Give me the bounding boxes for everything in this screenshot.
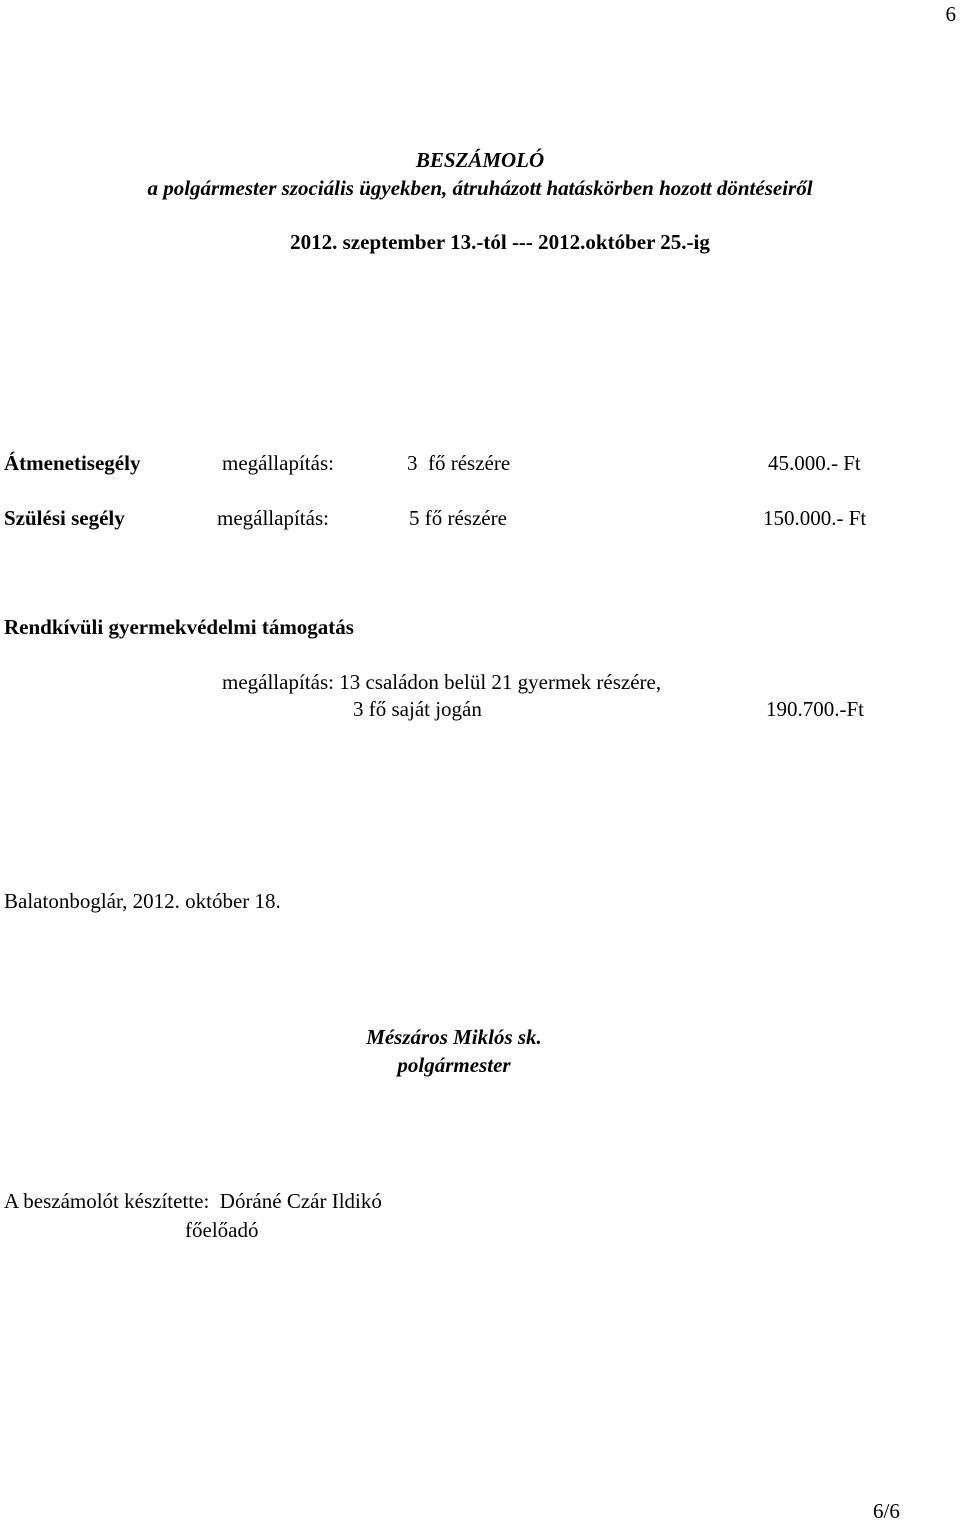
item-label: megállapítás: <box>217 506 329 530</box>
prepared-by: A beszámolót készítette: Dóráné Czár Ildikó <box>4 1189 382 1213</box>
report-subtitle: a polgármester szociális ügyekben, átruházott hatáskörben hozott döntéseiről <box>147 176 813 200</box>
special-title: Rendkívüli gyermekvédelmi támogatás <box>4 615 354 639</box>
page-number-top: 6 <box>945 2 956 26</box>
special-line1: megállapítás: 13 családon belül 21 gyermek részére, <box>222 670 662 694</box>
item-name: Átmenetisegély <box>4 451 141 475</box>
special-amount: 190.700.-Ft <box>766 697 865 721</box>
item-amount: 150.000.- Ft <box>763 506 867 530</box>
signature-name: Mészáros Miklós sk. <box>366 1025 542 1049</box>
signature-title: polgármester <box>397 1053 511 1077</box>
special-line2: 3 fő saját jogán <box>353 697 482 721</box>
item-name: Szülési segély <box>4 506 125 530</box>
report-period: 2012. szeptember 13.-tól --- 2012.október 25.-ig <box>290 230 710 254</box>
report-title: BESZÁMOLÓ <box>415 148 545 172</box>
item-count: 3 fő részére <box>407 451 511 475</box>
item-amount: 45.000.- Ft <box>768 451 861 475</box>
item-label: megállapítás: <box>222 451 334 475</box>
item-count: 5 fő részére <box>409 506 507 530</box>
page-number-bottom: 6/6 <box>873 1499 900 1523</box>
place-date: Balatonboglár, 2012. október 18. <box>4 889 281 913</box>
prepared-by-role: főelőadó <box>185 1218 259 1242</box>
